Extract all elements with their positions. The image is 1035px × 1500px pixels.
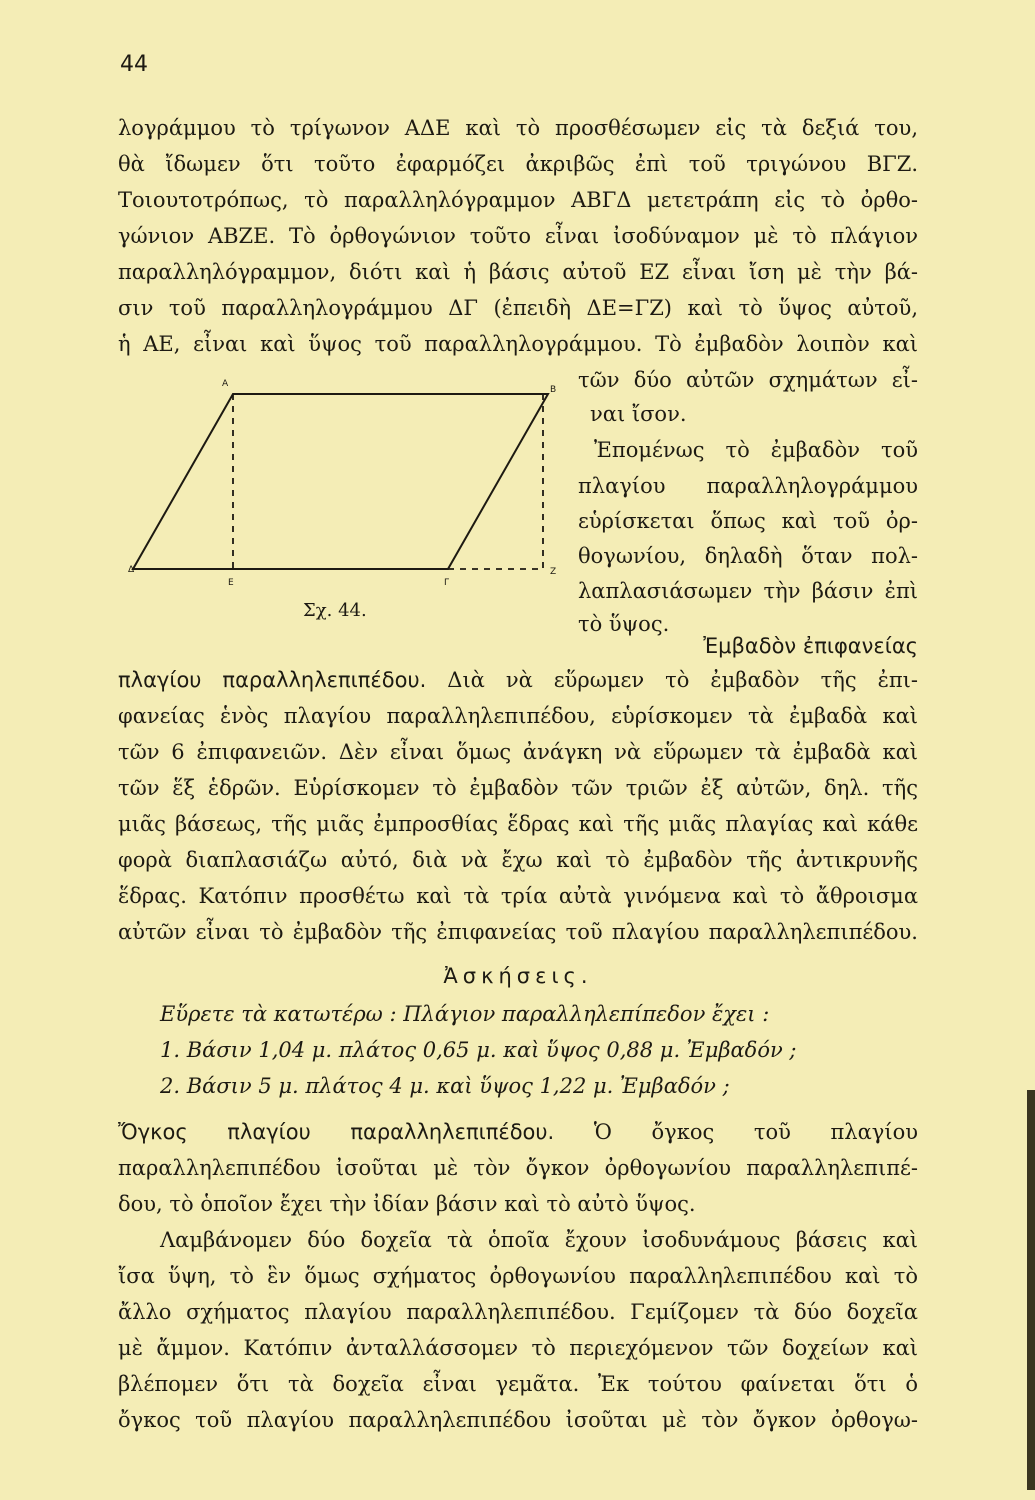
text-line: παραλληλόγραμμον, διότι καὶ ἡ βάσις αὐτοῦ ΕΖ εἶναι ἴση μὲ τὴν βά- bbox=[118, 260, 918, 284]
text-line: ἡ ΑΕ, εἶναι καὶ ὕψος τοῦ παραλληλογράμμου. Τὸ ἐμβαδὸν λοιπὸν καὶ bbox=[118, 332, 918, 356]
parallelogram-diagram bbox=[130, 372, 570, 592]
side-text-line: πλαγίου παραλληλογράμμου bbox=[578, 474, 918, 498]
side-text-line: λαπλασιάσωμεν τὴν βάσιν ἐπὶ bbox=[578, 579, 918, 603]
text-line: παραλληλεπιπέδου ἰσοῦται μὲ τὸν ὄγκον ὀρθογωνίου παραλληλεπιπέ- bbox=[118, 1156, 918, 1180]
side-text-line: τὸ ὕψος. bbox=[578, 612, 670, 636]
label-d: Δ bbox=[128, 565, 135, 575]
label-b: Β bbox=[550, 385, 557, 395]
scan-edge-shadow bbox=[1027, 1090, 1035, 1490]
text-line: τῶν ἕξ ἑδρῶν. Εὑρίσκομεν τὸ ἐμβαδὸν τῶν τριῶν ἐξ αὐτῶν, δηλ. τῆς bbox=[118, 776, 918, 800]
section-heading-area-cont: πλαγίου παραλληλεπιπέδου. bbox=[118, 668, 427, 692]
text-line: αὐτῶν εἶναι τὸ ἐμβαδὸν τῆς ἐπιφανείας τοῦ πλαγίου παραλληλεπιπέδου. bbox=[118, 920, 918, 944]
label-a: Α bbox=[222, 379, 229, 389]
text-line: Τοιουτοτρόπως, τὸ παραλληλόγραμμον ΑΒΓΔ μετετράπη εἰς τὸ ὀρθο- bbox=[118, 188, 918, 212]
text-line: ὄγκος τοῦ πλαγίου παραλληλεπιπέδου ἰσοῦται μὲ τὸν ὄγκον ὀρθογω- bbox=[118, 1408, 918, 1432]
label-e: Ε bbox=[228, 578, 234, 588]
text-line: φορὰ διαπλασιάζω αὐτό, διὰ νὰ ἔχω καὶ τὸ ἐμβαδὸν τῆς ἀντικρυνῆς bbox=[118, 848, 918, 872]
text-span: Διὰ νὰ εὕρωμεν τὸ ἐμβαδὸν τῆς ἐπι- bbox=[447, 668, 918, 692]
text-line bbox=[118, 1118, 918, 1146]
exercises-heading: Ἀσκήσεις. bbox=[443, 964, 593, 988]
label-z: Ζ bbox=[550, 567, 557, 577]
text-line: τῶν 6 ἐπιφανειῶν. Δὲν εἶναι ὅμως ἀνάγκη νὰ εὕρωμεν τὰ ἐμβαδὰ καὶ bbox=[118, 740, 918, 764]
text-line: Λαμβάνομεν δύο δοχεῖα τὰ ὁποῖα ἔχουν ἰσοδυνάμους βάσεις καὶ bbox=[160, 1228, 918, 1252]
text-line: μιᾶς βάσεως, τῆς μιᾶς ἐμπροσθίας ἕδρας καὶ τῆς μιᾶς πλαγίας καὶ κάθε bbox=[118, 812, 918, 836]
figure-caption: Σχ. 44. bbox=[303, 600, 367, 621]
section-heading-area: Ἐμβαδὸν ἐπιφανείας bbox=[703, 634, 918, 658]
exercise-item: 2. Βάσιν 5 μ. πλάτος 4 μ. καὶ ὕψος 1,22 μ. Ἐμβαδόν ; bbox=[160, 1074, 730, 1098]
text-line: λογράμμου τὸ τρίγωνον ΑΔΕ καὶ τὸ προσθέσωμεν εἰς τὰ δεξιά του, bbox=[118, 116, 918, 140]
text-line: βλέπομεν ὅτι τὰ δοχεῖα εἶναι γεμᾶτα. Ἐκ τούτου φαίνεται ὅτι ὁ bbox=[118, 1372, 918, 1396]
text-line: ἕδρας. Κατόπιν προσθέτω καὶ τὰ τρία αὐτὰ γινόμενα καὶ τὸ ἄθροισμα bbox=[118, 884, 918, 908]
text-line: μὲ ἄμμον. Κατόπιν ἀνταλλάσσομεν τὸ περιεχόμενον τῶν δοχείων καὶ bbox=[118, 1336, 918, 1360]
text-span: Ὁ ὄγκος τοῦ πλαγίου bbox=[593, 1120, 918, 1144]
text-line: θὰ ἴδωμεν ὅτι τοῦτο ἐφαρμόζει ἀκριβῶς ἐπὶ τοῦ τριγώνου ΒΓΖ. bbox=[118, 152, 918, 176]
text-line: δου, τὸ ὁποῖον ἔχει τὴν ἰδίαν βάσιν καὶ τὸ αὐτὸ ὕψος. bbox=[118, 1192, 696, 1216]
label-g: Γ bbox=[444, 578, 450, 588]
text-line bbox=[118, 666, 918, 694]
section-heading-volume: Ὄγκος πλαγίου παραλληλεπιπέδου. bbox=[118, 1120, 555, 1144]
text-line: γώνιον ΑΒΖΕ. Τὸ ὀρθογώνιον τοῦτο εἶναι ἰσοδύναμον μὲ τὸ πλάγιον bbox=[118, 224, 918, 248]
side-text-line: εὑρίσκεται ὅπως καὶ τοῦ ὀρ- bbox=[578, 509, 918, 533]
side-text-line: θογωνίου, δηλαδὴ ὅταν πολ- bbox=[578, 544, 918, 568]
parallelogram-figure bbox=[130, 372, 570, 592]
side-text-line: τῶν δύο αὐτῶν σχημάτων εἶ- bbox=[578, 368, 918, 392]
side-text-line: ναι ἴσον. bbox=[590, 402, 687, 426]
parallelogram-abgd bbox=[133, 394, 548, 569]
text-line: ἄλλο σχήματος πλαγίου παραλληλεπιπέδου. Γεμίζομεν τὰ δύο δοχεῖα bbox=[118, 1300, 918, 1324]
text-line: φανείας ἑνὸς πλαγίου παραλληλεπιπέδου, εὑρίσκομεν τὰ ἐμβαδὰ καὶ bbox=[118, 704, 918, 728]
exercise-item: 1. Βάσιν 1,04 μ. πλάτος 0,65 μ. καὶ ὕψος 0,88 μ. Ἐμβαδόν ; bbox=[160, 1038, 797, 1062]
text-line: ἴσα ὕψη, τὸ ἓν ὅμως σχήματος ὀρθογωνίου παραλληλεπιπέδου καὶ τὸ bbox=[118, 1264, 918, 1288]
page-number: 44 bbox=[120, 52, 148, 77]
text-line: σιν τοῦ παραλληλογράμμου ΔΓ (ἐπειδὴ ΔΕ=ΓΖ) καὶ τὸ ὕψος αὐτοῦ, bbox=[118, 296, 918, 320]
exercises-intro: Εὕρετε τὰ κατωτέρω : Πλάγιον παραλληλεπίπεδον ἔχει : bbox=[160, 1002, 770, 1026]
side-text-line: Ἐπομένως τὸ ἐμβαδὸν τοῦ bbox=[594, 438, 918, 462]
